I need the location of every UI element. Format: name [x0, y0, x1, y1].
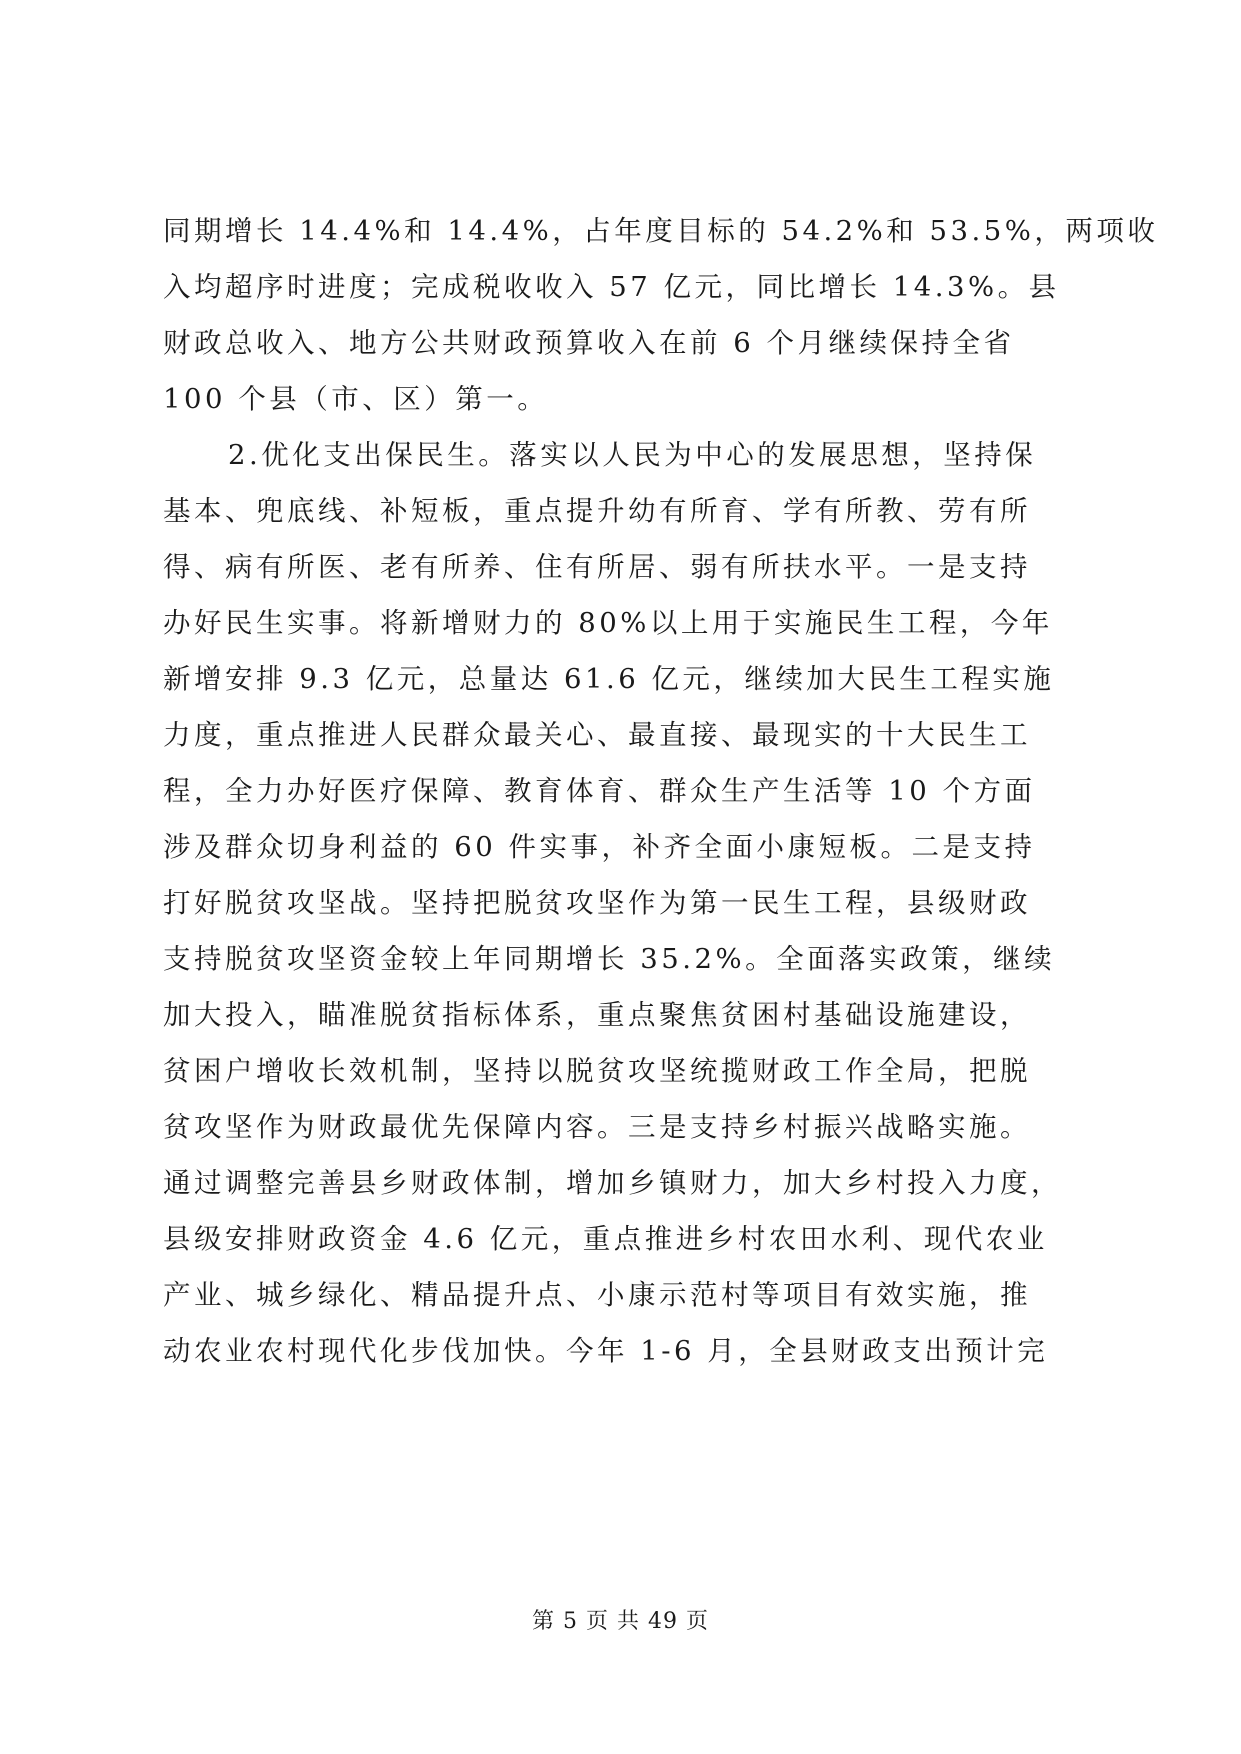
text-line: 入均超序时进度；完成税收收入 57 亿元，同比增长 14.3%。县 — [163, 271, 1060, 303]
paragraph-start-line: 2.优化支出保民生。落实以人民为中心的发展思想，坚持保 — [228, 439, 1037, 471]
text-line: 涉及群众切身利益的 60 件实事，补齐全面小康短板。二是支持 — [163, 831, 1036, 863]
text-line: 县级安排财政资金 4.6 亿元，重点推进乡村农田水利、现代农业 — [163, 1223, 1048, 1255]
text-line: 100 个县（市、区）第一。 — [163, 383, 549, 415]
text-line: 贫攻坚作为财政最优先保障内容。三是支持乡村振兴战略实施。 — [163, 1111, 1031, 1143]
text-line: 新增安排 9.3 亿元，总量达 61.6 亿元，继续加大民生工程实施 — [163, 663, 1055, 695]
text-line: 程，全力办好医疗保障、教育体育、群众生产生活等 10 个方面 — [163, 775, 1036, 807]
text-line: 贫困户增收长效机制，坚持以脱贫攻坚统揽财政工作全局，把脱 — [163, 1055, 1031, 1087]
text-line: 得、病有所医、老有所养、住有所居、弱有所扶水平。一是支持 — [163, 551, 1031, 583]
text-line: 加大投入，瞄准脱贫指标体系，重点聚焦贫困村基础设施建设， — [163, 999, 1031, 1031]
text-line: 同期增长 14.4%和 14.4%，占年度目标的 54.2%和 53.5%，两项收 — [163, 215, 1159, 247]
text-line: 力度，重点推进人民群众最关心、最直接、最现实的十大民生工 — [163, 719, 1031, 751]
text-line: 产业、城乡绿化、精品提升点、小康示范村等项目有效实施，推 — [163, 1279, 1031, 1311]
text-line: 打好脱贫攻坚战。坚持把脱贫攻坚作为第一民生工程，县级财政 — [163, 887, 1031, 919]
text-line: 基本、兜底线、补短板，重点提升幼有所育、学有所教、劳有所 — [163, 495, 1031, 527]
text-line: 动农业农村现代化步伐加快。今年 1-6 月，全县财政支出预计完 — [163, 1335, 1049, 1367]
text-line: 财政总收入、地方公共财政预算收入在前 6 个月继续保持全省 — [163, 327, 1015, 359]
text-line: 办好民生实事。将新增财力的 80%以上用于实施民生工程，今年 — [163, 607, 1053, 639]
text-line: 通过调整完善县乡财政体制，增加乡镇财力，加大乡村投入力度， — [163, 1167, 1062, 1199]
text-line: 支持脱贫攻坚资金较上年同期增长 35.2%。全面落实政策，继续 — [163, 943, 1056, 975]
page-number-footer: 第 5 页 共 49 页 — [532, 1609, 709, 1634]
